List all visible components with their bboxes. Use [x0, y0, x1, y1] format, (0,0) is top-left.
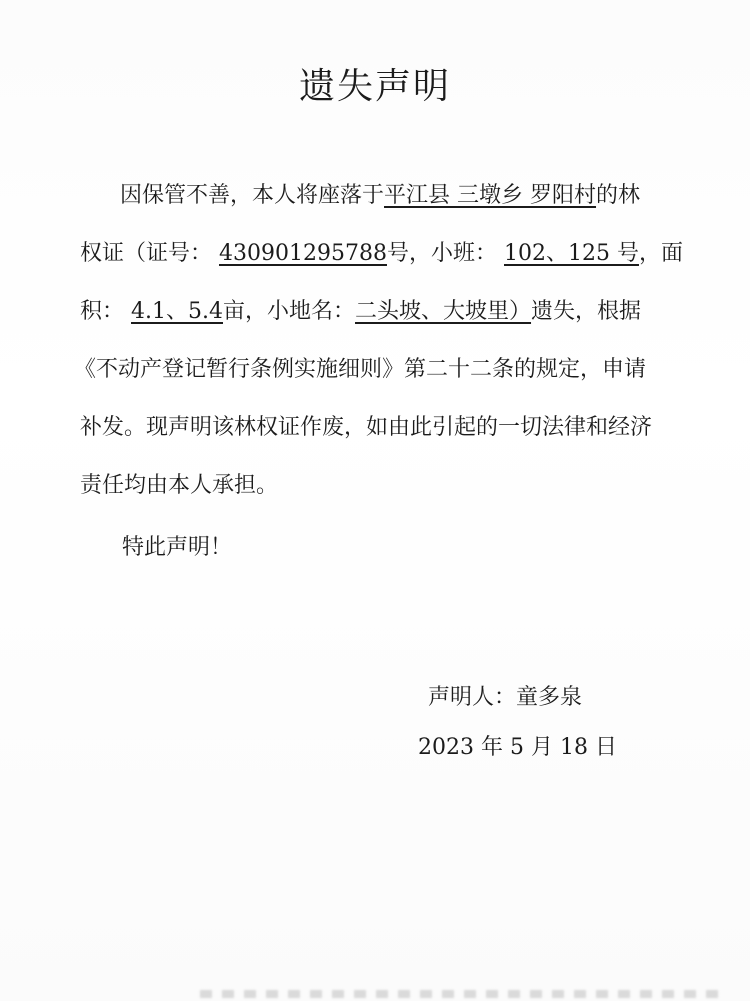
line1-suffix: 的林 [596, 183, 641, 208]
body-line-1 [120, 167, 640, 225]
location-text: 平江县 三墩乡 罗阳村 [384, 183, 597, 208]
cert-number: 430901295788 [219, 241, 387, 266]
place-name: 二头坡、大坡里） [355, 299, 532, 324]
document-title: 遗失声明 [298, 66, 451, 107]
signature-date: 2023 年 5 月 18 日 [418, 735, 617, 760]
line2-prefix: 权证（证号： [80, 241, 213, 266]
line3-suffix: 遗失，根据 [531, 299, 642, 324]
body-line-3 [80, 283, 641, 341]
signature-label: 声明人：童多泉 [428, 685, 583, 710]
line2-mid: 号，小班： [386, 241, 497, 266]
body-line-5: 补发。现声明该林权证作废，如由此引起的一切法律和经济 [80, 415, 653, 440]
line3-mid: 亩，小地名： [223, 299, 356, 324]
area-values: 4.1、5.4 [131, 299, 223, 324]
body-line-2 [80, 225, 683, 283]
body-line-4: 《不动产登记暂行条例实施细则》第二十二条的规定，申请 [74, 357, 647, 382]
line2-suffix: ，面 [638, 241, 683, 266]
line1-prefix: 因保管不善，本人将座落于 [120, 183, 385, 208]
closing-line: 特此声明！ [122, 535, 233, 560]
body-line-6: 责任均由本人承担。 [80, 473, 279, 498]
line3-prefix: 积： [80, 299, 125, 324]
plot-numbers: 102、125 号 [504, 241, 639, 266]
bleed-through-marks [200, 990, 720, 998]
